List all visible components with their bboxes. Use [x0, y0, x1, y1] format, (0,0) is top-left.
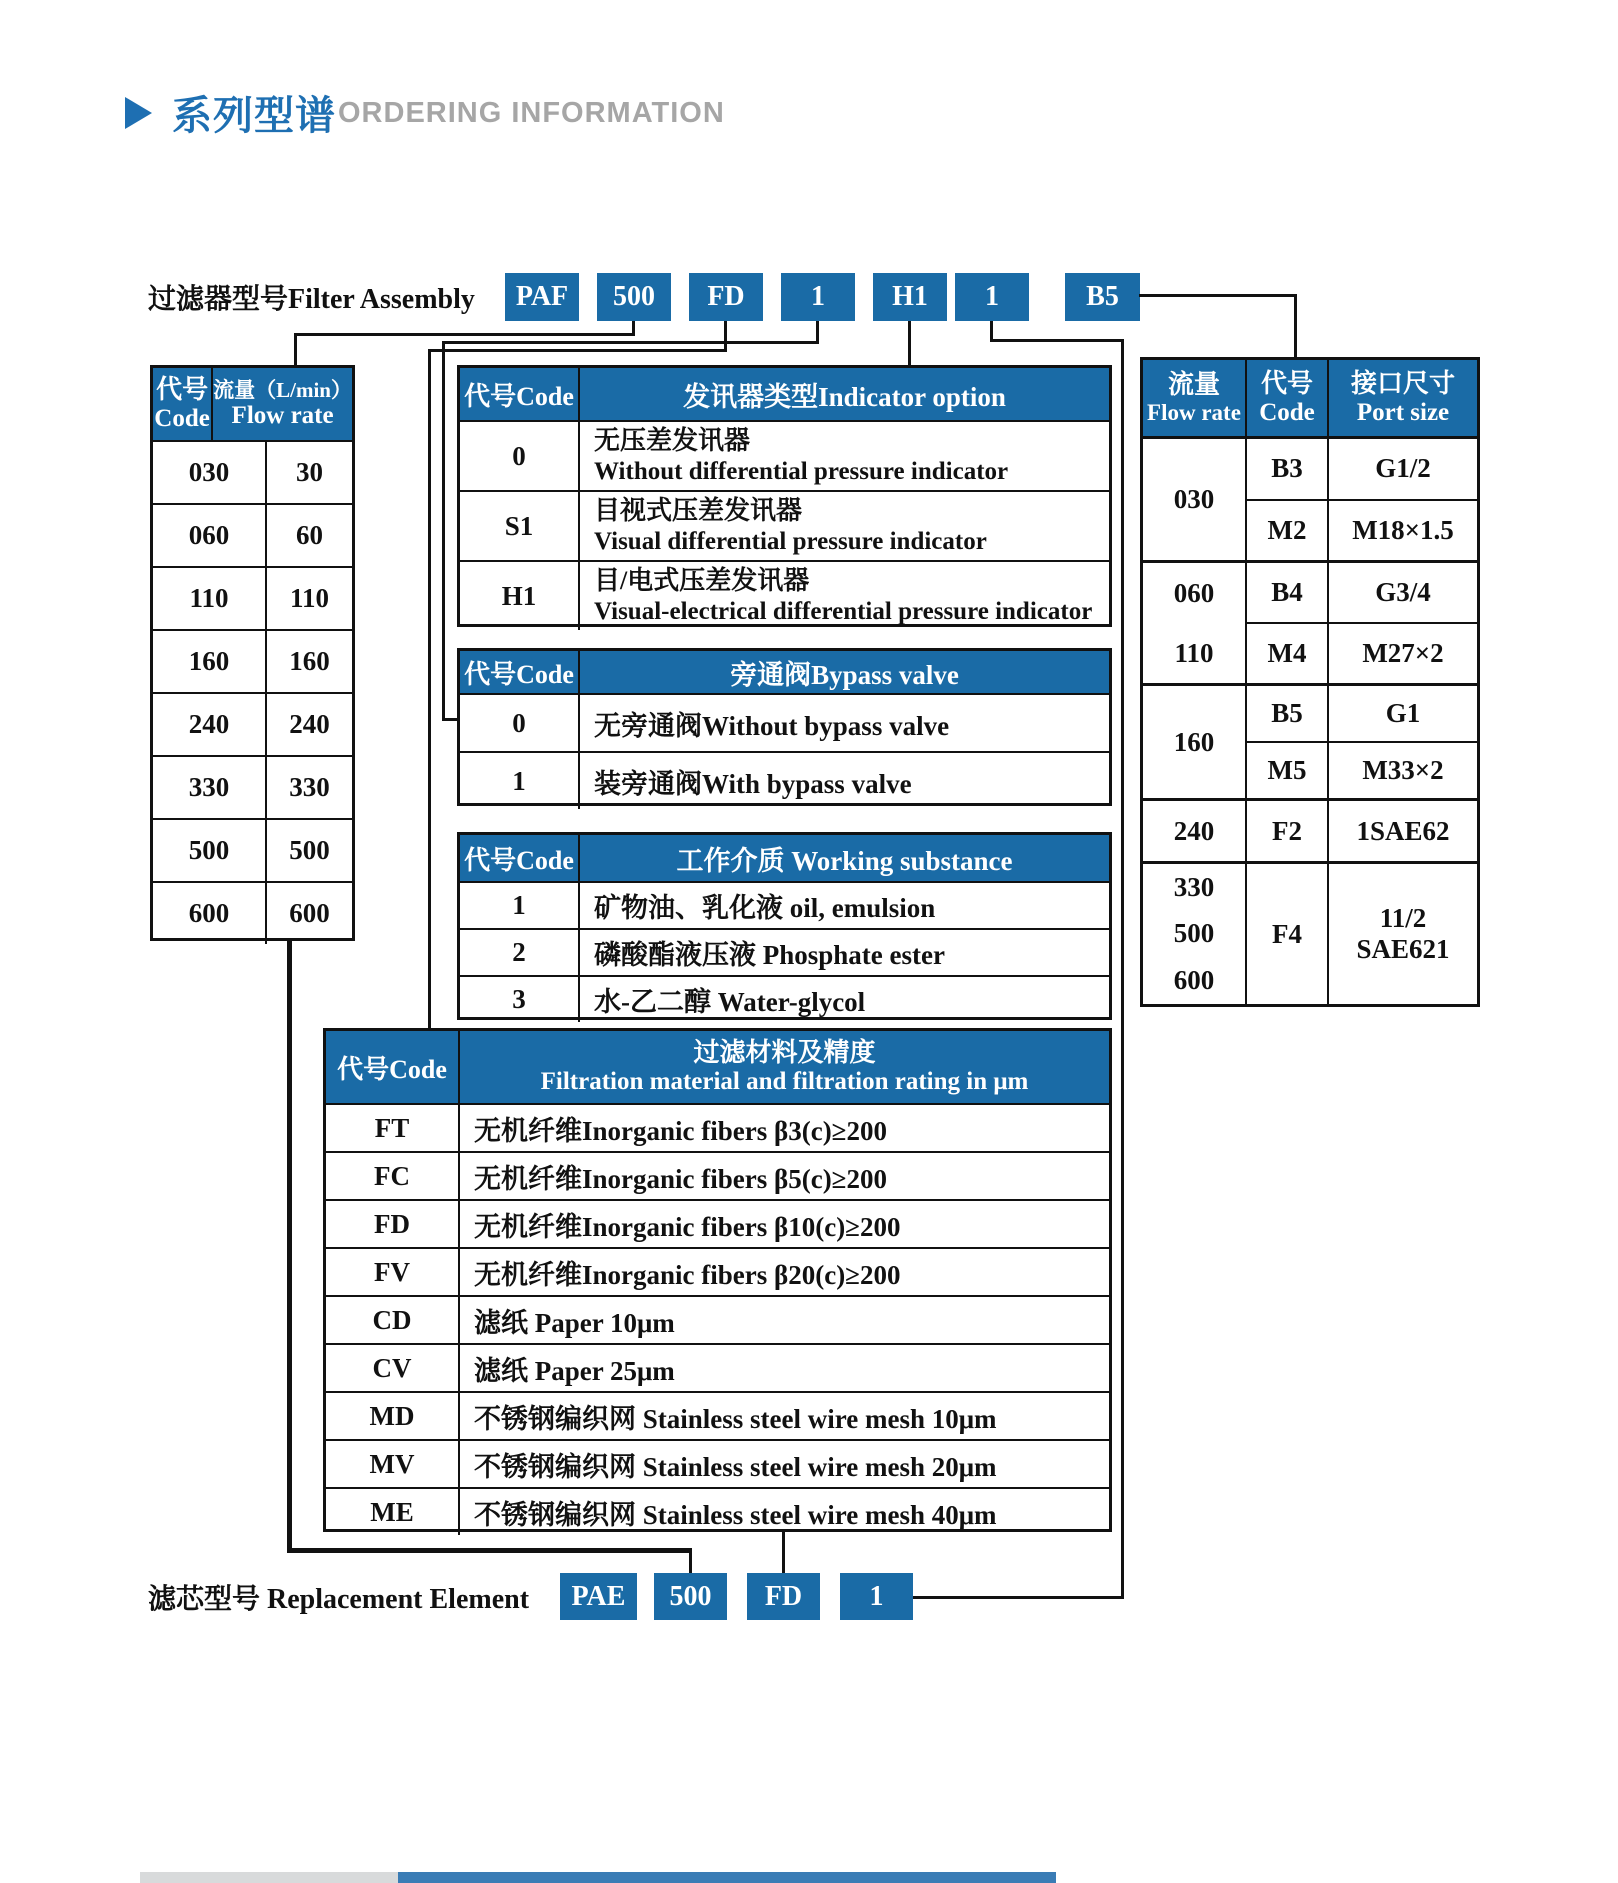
table-row [460, 560, 1109, 630]
flow-cell: 30 [296, 457, 323, 487]
bypass-valve-table [457, 648, 1112, 806]
substance-header-title: 工作介质 Working substance [580, 835, 1109, 881]
code-cell: CD [326, 1297, 460, 1343]
element-code-box: 1 [840, 1573, 913, 1620]
header-text: Flow rate [231, 401, 334, 429]
flow-table-header-flow [213, 368, 352, 440]
port-cell: M27×2 [1362, 638, 1444, 668]
indicator-option-table [457, 365, 1112, 627]
flow-value: 030 [1173, 484, 1215, 514]
element-code-box: FD [747, 1573, 820, 1620]
code-cell: B4 [1247, 563, 1329, 622]
footer-bar-gray [140, 1872, 398, 1883]
page-title-cn: 系列型谱 [172, 94, 336, 138]
code-cell: 1 [460, 883, 580, 928]
code-cell: 500 [153, 820, 267, 881]
material-cell: 无机纤维Inorganic fibers β5(c)≥200 [474, 1163, 888, 1194]
connector-line [294, 333, 297, 367]
flow-value: 600 [1173, 965, 1215, 996]
material-cell: 不锈钢编织网 Stainless steel wire mesh 40μm [474, 1499, 997, 1530]
code-cell: 0 [460, 695, 580, 751]
replacement-element-label: 滤芯型号 Replacement Element [148, 1583, 530, 1615]
option-cn: 目视式压差发讯器 [594, 496, 803, 526]
port-group [1143, 683, 1477, 798]
table-row [460, 975, 1109, 1022]
table-row [460, 881, 1109, 928]
connector-line [428, 349, 727, 352]
flow-value: 240 [1173, 815, 1215, 846]
option-cn: 无压差发讯器 [594, 426, 751, 456]
table-row [1247, 686, 1477, 741]
port-cell: G3/4 [1375, 577, 1431, 607]
code-cell: B3 [1247, 439, 1329, 499]
flow-cell [1143, 563, 1247, 683]
option-cell [594, 565, 1092, 626]
table-row [460, 693, 1109, 751]
port-size-table [1140, 357, 1480, 1007]
table-row [326, 1103, 1109, 1151]
connector-line [990, 339, 1124, 342]
table-row [153, 566, 352, 629]
connector-line [913, 1596, 1124, 1599]
option-en: Visual-electrical differential pressure indicator [594, 597, 1093, 625]
connector-line [1121, 339, 1124, 1599]
connector-line [1139, 294, 1297, 297]
assembly-code-box: PAF [505, 273, 579, 321]
filtration-header-title [460, 1031, 1109, 1103]
connector-line [724, 321, 727, 352]
flow-cell: 500 [289, 835, 330, 865]
code-cell: M2 [1247, 501, 1329, 561]
footer-bar-blue [398, 1872, 1056, 1883]
code-cell: 2 [460, 930, 580, 975]
table-row [153, 692, 352, 755]
flow-cell: 160 [289, 646, 330, 676]
table-row [1247, 741, 1477, 798]
table-row [1247, 864, 1477, 1004]
flow-cell: 600 [289, 898, 330, 928]
code-cell: 0 [460, 422, 580, 490]
code-cell: ME [326, 1489, 460, 1535]
header-text: 过滤材料及精度 [693, 1037, 876, 1067]
flow-value: 160 [1173, 726, 1215, 757]
flow-table-header-code [153, 368, 213, 440]
header-text: Code [154, 404, 210, 432]
header-text: 流量 [1167, 369, 1220, 399]
code-cell: 1 [460, 753, 580, 809]
table-row [460, 490, 1109, 560]
port-cell: 1SAE62 [1356, 815, 1450, 846]
table-row [326, 1487, 1109, 1535]
element-code-box: PAE [560, 1573, 637, 1620]
assembly-code-box: 500 [597, 273, 671, 321]
bypass-header-code: 代号Code [460, 651, 580, 693]
port-cell: G1 [1385, 698, 1421, 728]
port-header-port [1329, 360, 1477, 436]
indicator-header-title: 发讯器类型Indicator option [580, 368, 1109, 420]
connector-line [287, 1548, 692, 1553]
table-row [1247, 439, 1477, 499]
assembly-code-box: H1 [873, 273, 947, 321]
code-cell: FV [326, 1249, 460, 1295]
code-cell: 3 [460, 977, 580, 1022]
connector-line [782, 1532, 785, 1574]
working-substance-table [457, 832, 1112, 1020]
flow-value: 330 [1173, 871, 1215, 902]
flow-cell: 330 [289, 772, 330, 802]
flow-rate-table [150, 365, 355, 941]
flow-value: 110 [1174, 637, 1214, 668]
option-cell: 无旁通阀Without bypass valve [594, 710, 950, 741]
option-cell [594, 495, 987, 556]
filtration-material-table [323, 1028, 1112, 1532]
header-text: 代号 [156, 374, 209, 404]
option-cell: 水-乙二醇 Water-glycol [594, 987, 866, 1017]
code-cell: 160 [153, 631, 267, 692]
option-en: Without differential pressure indicator [594, 457, 1009, 485]
option-cell: 磷酸酯液压液 Phosphate ester [594, 940, 945, 970]
table-row [326, 1247, 1109, 1295]
port-header-flow [1143, 360, 1247, 436]
header-text: Port size [1356, 398, 1450, 426]
code-cell: 030 [153, 442, 267, 503]
port-cell: 11/2 SAE621 [1356, 902, 1450, 964]
code-cell: S1 [460, 492, 580, 560]
table-row [153, 503, 352, 566]
flow-cell [1143, 686, 1247, 798]
connector-line [908, 321, 911, 368]
table-row [1247, 801, 1477, 861]
port-group [1143, 798, 1477, 861]
connector-line [287, 941, 292, 1553]
filter-assembly-label: 过滤器型号Filter Assembly [148, 284, 475, 315]
code-cell: F4 [1247, 864, 1329, 1004]
element-code-box: 500 [654, 1573, 727, 1620]
table-row [153, 818, 352, 881]
flow-value: 500 [1173, 918, 1215, 949]
flow-cell [1143, 801, 1247, 861]
connector-line [442, 341, 819, 344]
flow-cell: 240 [289, 709, 330, 739]
header-text: 流量（L/min） [213, 377, 352, 402]
substance-header-code: 代号Code [460, 835, 580, 881]
flow-value: 060 [1173, 577, 1215, 608]
connector-line [428, 349, 431, 1030]
option-cn: 目/电式压差发讯器 [594, 566, 810, 596]
assembly-code-box: FD [689, 273, 763, 321]
flow-cell: 110 [289, 583, 329, 613]
code-cell: 330 [153, 757, 267, 818]
assembly-code-box: 1 [781, 273, 855, 321]
table-row [153, 881, 352, 944]
table-row [326, 1295, 1109, 1343]
table-row [1247, 622, 1477, 683]
filtration-header-code: 代号Code [326, 1031, 460, 1103]
assembly-code-box: B5 [1065, 273, 1140, 321]
table-row [326, 1199, 1109, 1247]
header-text: 接口尺寸 [1350, 368, 1455, 398]
material-cell: 滤纸 Paper 25μm [474, 1355, 675, 1386]
table-row [326, 1391, 1109, 1439]
table-row [1247, 499, 1477, 561]
port-group [1143, 560, 1477, 683]
table-row [326, 1151, 1109, 1199]
code-cell: FD [326, 1201, 460, 1247]
table-row [460, 928, 1109, 975]
material-cell: 无机纤维Inorganic fibers β20(c)≥200 [474, 1259, 901, 1290]
port-group [1143, 436, 1477, 560]
option-cell: 装旁通阀With bypass valve [594, 768, 912, 799]
code-cell: MV [326, 1441, 460, 1487]
table-row [326, 1343, 1109, 1391]
code-cell: 240 [153, 694, 267, 755]
option-cell [594, 425, 1008, 486]
table-row [460, 751, 1109, 809]
bypass-header-title: 旁通阀Bypass valve [580, 651, 1109, 693]
flow-cell [1143, 864, 1247, 1004]
material-cell: 不锈钢编织网 Stainless steel wire mesh 10μm [474, 1403, 997, 1434]
header-text: Flow rate [1147, 399, 1241, 425]
material-cell: 无机纤维Inorganic fibers β10(c)≥200 [474, 1211, 901, 1242]
header-text: Filtration material and filtration rating in μm [540, 1067, 1029, 1095]
option-cell: 矿物油、乳化液 oil, emulsion [594, 893, 936, 923]
indicator-header-code: 代号Code [460, 368, 580, 420]
port-cell: M18×1.5 [1352, 514, 1454, 545]
flow-cell: 60 [296, 520, 323, 550]
code-cell: MD [326, 1393, 460, 1439]
assembly-code-box: 1 [955, 273, 1029, 321]
flow-cell [1143, 439, 1247, 560]
material-cell: 不锈钢编织网 Stainless steel wire mesh 20μm [474, 1451, 997, 1482]
connector-line [1294, 294, 1297, 358]
option-en: Visual differential pressure indicator [594, 527, 987, 555]
header-text: 代号 [1260, 368, 1313, 398]
code-cell: F2 [1247, 801, 1329, 861]
code-cell: FT [326, 1105, 460, 1151]
code-cell: H1 [460, 562, 580, 630]
code-cell: M5 [1247, 743, 1329, 798]
code-cell: FC [326, 1153, 460, 1199]
table-row [326, 1439, 1109, 1487]
port-header-code [1247, 360, 1329, 436]
table-row [460, 420, 1109, 490]
table-row [1247, 563, 1477, 622]
page-title-en: ORDERING INFORMATION [338, 97, 725, 129]
code-cell: CV [326, 1345, 460, 1391]
table-row [153, 440, 352, 503]
port-group [1143, 861, 1477, 1004]
connector-line [294, 333, 635, 336]
code-cell: B5 [1247, 686, 1329, 741]
material-cell: 无机纤维Inorganic fibers β3(c)≥200 [474, 1115, 888, 1146]
code-cell: 600 [153, 883, 267, 944]
table-row [153, 629, 352, 692]
port-cell: M33×2 [1362, 755, 1444, 785]
code-cell: 060 [153, 505, 267, 566]
code-cell: 110 [153, 568, 267, 629]
header-text: Code [1259, 398, 1315, 426]
connector-line [442, 341, 445, 721]
code-cell: M4 [1247, 624, 1329, 683]
connector-line [689, 1553, 692, 1574]
material-cell: 滤纸 Paper 10μm [474, 1307, 675, 1338]
port-cell: G1/2 [1375, 453, 1431, 484]
section-marker-icon [125, 97, 152, 129]
table-row [153, 755, 352, 818]
